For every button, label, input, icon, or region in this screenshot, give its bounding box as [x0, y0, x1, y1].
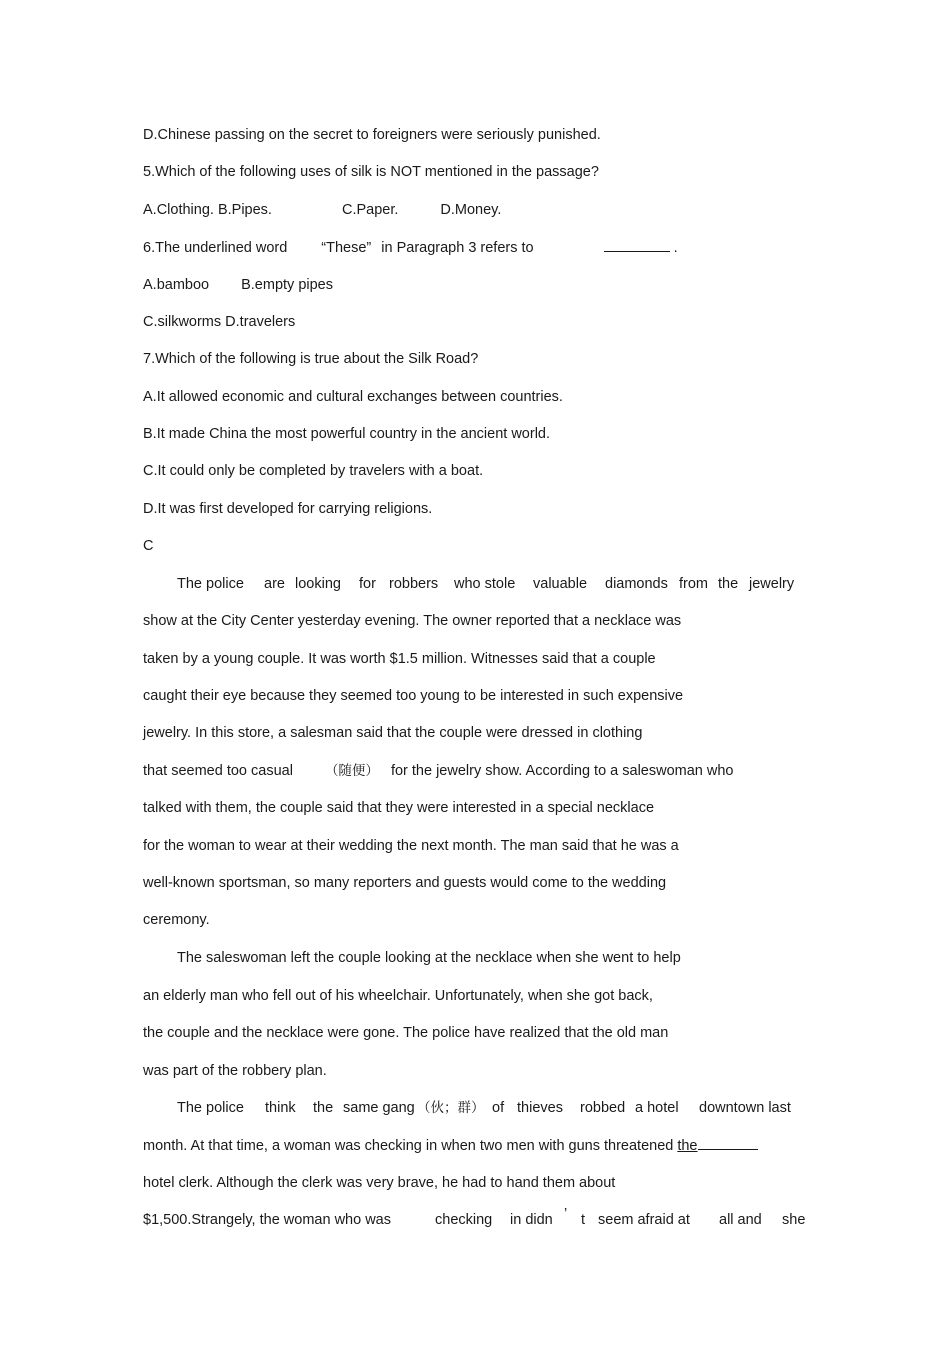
word: seem afraid at	[598, 1212, 690, 1228]
q6-options-cd: C.silkworms D.travelers	[143, 314, 296, 330]
p2-line4: was part of the robbery plan.	[143, 1063, 327, 1079]
p1-line6-end: for the jewelry show. According to a saleswoman who	[390, 763, 734, 779]
word: $1,500.Strangely, the woman who was	[143, 1212, 391, 1228]
p1-line9: well-known sportsman, so many reporters and guests would come to the wedding	[143, 875, 667, 891]
word: diamonds	[605, 576, 668, 592]
q4-option-d: D.Chinese passing on the secret to foreigners were seriously punished.	[143, 127, 601, 143]
q5-question: 5.Which of the following uses of silk is NOT mentioned in the passage?	[143, 164, 599, 180]
q6-options-ab	[143, 275, 333, 295]
p1-line6-cjk: （随便）	[324, 763, 379, 779]
p1-line6	[143, 761, 733, 781]
p2-line2: an elderly man who fell out of his wheelchair. Unfortunately, when she got back,	[143, 988, 653, 1004]
q6-option-a: A.bamboo	[143, 277, 210, 293]
word: The police	[177, 576, 244, 592]
word: the	[313, 1100, 334, 1116]
word: all and	[719, 1212, 762, 1228]
word: ’	[564, 1206, 568, 1222]
p2-line3: the couple and the necklace were gone. The police have realized that the old man	[143, 1025, 669, 1041]
word: thieves	[517, 1100, 563, 1116]
q7-option-d: D.It was first developed for carrying religions.	[143, 501, 433, 517]
p3-line2-start: month. At that time, a woman was checking in when two men with guns threatened	[143, 1138, 674, 1154]
word: downtown last	[699, 1100, 791, 1116]
p3-line3: hotel clerk. Although the clerk was very brave, he had to hand them about	[143, 1175, 616, 1191]
q6-option-b: B.empty pipes	[241, 277, 333, 293]
word: robbers	[389, 576, 439, 592]
p3-line2-underlined: the	[677, 1138, 698, 1154]
p1-line7: talked with them, the couple said that they were interested in a special necklace	[143, 800, 655, 816]
q6-period: .	[673, 240, 678, 256]
p1-line5: jewelry. In this store, a salesman said that the couple were dressed in clothing	[143, 725, 643, 741]
q6-question-start: 6.The underlined word	[143, 240, 288, 256]
q7-question: 7.Which of the following is true about the Silk Road?	[143, 351, 479, 367]
q7-option-c: C.It could only be completed by travelers with a boat.	[143, 463, 484, 479]
p1-line4: caught their eye because they seemed too young to be interested in such expensive	[143, 688, 684, 704]
q5-options	[143, 200, 501, 220]
p2-line1: The saleswoman left the couple looking at the necklace when she went to help	[177, 950, 681, 966]
answer-blank	[604, 237, 670, 252]
word: she	[782, 1212, 806, 1228]
p1-line3: taken by a young couple. It was worth $1.5 million. Witnesses said that a couple	[143, 651, 656, 667]
q5-option-c: C.Paper.	[341, 202, 399, 218]
q6-question	[143, 237, 678, 258]
word: think	[265, 1100, 296, 1116]
underline-blank	[698, 1135, 758, 1150]
p1-line8: for the woman to wear at their wedding the next month. The man said that he was a	[143, 838, 679, 854]
word: same gang	[343, 1100, 415, 1116]
word: in didn	[510, 1212, 553, 1228]
word: of	[492, 1100, 505, 1116]
word: for	[359, 576, 376, 592]
word: t	[581, 1212, 586, 1228]
p1-line2: show at the City Center yesterday evening. The owner reported that a necklace was	[143, 613, 682, 629]
section-label: C	[143, 538, 154, 554]
word: （伙；群）	[417, 1100, 485, 1116]
p1-line6-start: that seemed too casual	[143, 763, 293, 779]
word: from	[679, 576, 708, 592]
word: the	[718, 576, 739, 592]
q6-quoted-word: “These”	[321, 240, 372, 256]
word: are	[264, 576, 285, 592]
word: jewelry	[749, 576, 795, 592]
p3-line2	[143, 1135, 758, 1156]
word: a hotel	[635, 1100, 679, 1116]
q5-option-ab: A.Clothing. B.Pipes.	[143, 202, 272, 218]
q6-question-end: in Paragraph 3 refers to	[381, 240, 534, 256]
q7-option-b: B.It made China the most powerful country in the ancient world.	[143, 426, 551, 442]
word: valuable	[533, 576, 588, 592]
word: The police	[177, 1100, 244, 1116]
p1-line10: ceremony.	[143, 912, 210, 928]
q5-option-d: D.Money.	[440, 202, 502, 218]
q7-option-a: A.It allowed economic and cultural exchanges between countries.	[143, 389, 563, 405]
word: looking	[295, 576, 341, 592]
word: who stole	[454, 576, 516, 592]
word: robbed	[580, 1100, 626, 1116]
word: checking	[435, 1212, 493, 1228]
